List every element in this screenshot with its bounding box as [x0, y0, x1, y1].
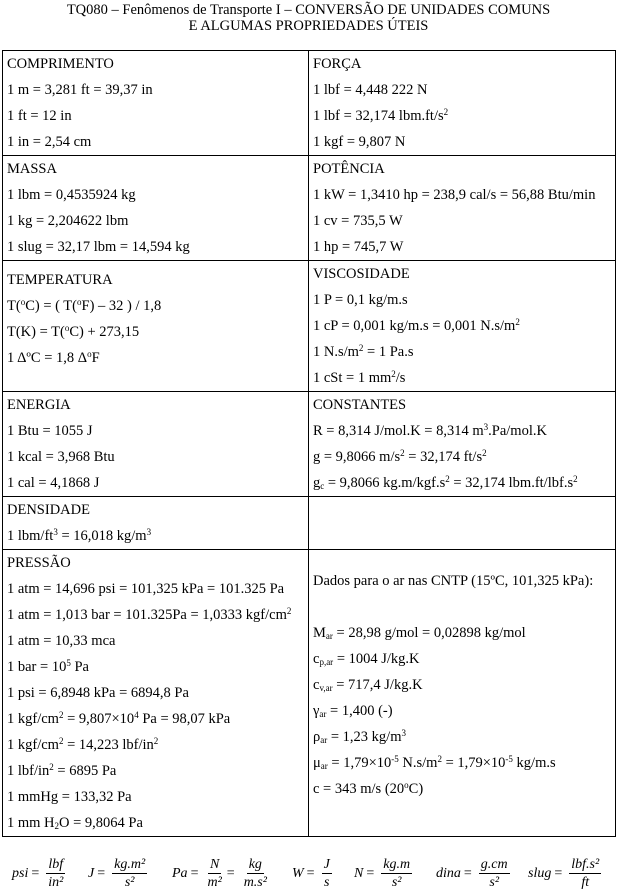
formula-newton: N = $\frac{kg.m}{\text{s²}}$ — [354, 857, 411, 890]
constant-line: $g_c = 9,8066$ $kg.m/kgf.s^2 = 32,174$ $lbm.ft/lbf.s^2$ — [313, 474, 578, 491]
conversion-line: 1 lbm = 0,4535924 kg — [7, 187, 136, 203]
air-property-line: $\mu_{ar} = 1,79\times 10^{-5}$ $N.s/m^2 = 1,79\times 10^{-5}$ kg/m.s — [313, 754, 556, 771]
conversion-line: T($^o$C) = ( T($^o$F) – 32 ) / 1,8 — [7, 297, 162, 314]
section-comprimento — [3, 51, 309, 156]
conversion-line: 1 cP = 0,001 kg/m.s = 0,001 $N.s/m^2$ — [313, 317, 520, 334]
air-property-line: c = 343 m/s (20$^o$C) — [313, 780, 424, 797]
conversion-line: 1 $N.s/m^2 = 1$ Pa.s — [313, 343, 414, 360]
conversion-line: 1 kW = 1,3410 hp = 238,9 cal/s = 56,88 Btu/min — [313, 187, 596, 203]
conversion-line: 1 in = 2,54 cm — [7, 134, 92, 150]
conversion-line: 1 m = 3,281 ft = 39,37 in — [7, 82, 153, 98]
air-property-line: $M_{ar} = 28,98$ g/mol = 0,02898 kg/mol — [313, 625, 526, 641]
section-massa — [3, 156, 309, 261]
spacer-line — [313, 594, 615, 620]
row-pressao-ar — [3, 550, 616, 837]
section-header: ENERGIA — [7, 397, 71, 413]
section-energia — [3, 392, 309, 497]
row-comprimento-forca — [3, 51, 616, 156]
section-header: TEMPERATURA — [7, 272, 113, 288]
air-property-line: $\rho_{ar} = 1,23$ $kg/m^3$ — [313, 728, 406, 745]
empty-cell — [309, 497, 616, 550]
document-title — [0, 0, 617, 34]
conversion-line: 1 atm = 14,696 psi = 101,325 kPa = 101.325 Pa — [7, 581, 285, 597]
row-densidade — [3, 497, 616, 550]
section-potencia — [309, 156, 616, 261]
section-header: PRESSÃO — [7, 555, 71, 571]
formula-watt: W = $\frac{J}{s}$ — [292, 857, 330, 890]
conversion-line: 1 cal = 4,1868 J — [7, 475, 100, 491]
section-header: MASSA — [7, 161, 57, 177]
constant-line: R = 8,314 J/mol.K = 8,314 $m^3.Pa/mol.K$ — [313, 422, 547, 439]
conversion-table — [2, 50, 616, 837]
unit-definitions — [2, 846, 615, 894]
formula-slug: slug = $\frac{\text{lbf.s²}}{ft}$ — [528, 857, 600, 890]
conversion-line: 1 psi = 6,8948 kPa = 6894,8 Pa — [7, 685, 189, 701]
air-property-line: $\gamma_{ar} = 1,400$ (-) — [313, 703, 393, 719]
air-property-line: $c_{v,ar} = 717,4$ J/kg.K — [313, 677, 423, 693]
row-massa-potencia — [3, 156, 616, 261]
air-property-line: $c_{p,ar} = 1004$ J/kg.K — [313, 651, 420, 667]
section-pressao — [3, 550, 309, 837]
title-line-2: E ALGUMAS PROPRIEDADES ÚTEIS — [188, 18, 429, 34]
conversion-line: 1 kgf/$cm^2 = 9,807\times 10^4$ Pa = 98,07 kPa — [7, 710, 231, 727]
conversion-line: 1 lbm/$ft^3 = 16,018$ $kg/m^3$ — [7, 527, 152, 544]
conversion-line: 1 cv = 735,5 W — [313, 213, 403, 229]
section-forca — [309, 51, 616, 156]
section-header: DENSIDADE — [7, 502, 90, 518]
section-header: CONSTANTES — [313, 397, 407, 413]
title-line-1: TQ080 – Fenômenos de Transporte I – CONVERSÃO DE UNIDADES COMUNS — [66, 2, 551, 18]
conversion-line: 1 atm = 1,013 bar = 101.325Pa = 1,0333 kgf/$cm^2$ — [7, 606, 292, 623]
section-header: VISCOSIDADE — [313, 266, 410, 282]
section-header: POTÊNCIA — [313, 161, 385, 177]
conversion-line: 1 Btu = 1055 J — [7, 423, 93, 439]
conversion-line: 1 mm $H_2O = 9,8064$ Pa — [7, 815, 143, 831]
section-header: COMPRIMENTO — [7, 56, 114, 72]
conversion-line: 1 hp = 745,7 W — [313, 239, 404, 255]
conversion-line: T(K) = T($^o$C) + 273,15 — [7, 323, 140, 340]
conversion-line: 1 atm = 10,33 mca — [7, 633, 116, 649]
conversion-line: 1 lbf = 4,448 222 N — [313, 82, 428, 98]
formula-psi: psi = $\frac{\text{lbf}}{\text{in²}}$ — [12, 857, 64, 890]
section-constantes — [309, 392, 616, 497]
conversion-line: 1 lbf = 32,174 $lbm.ft/s^2$ — [313, 107, 449, 124]
conversion-line: 1 kgf = 9,807 N — [313, 134, 406, 150]
formula-dina: dina = $\frac{g.cm}{\text{s²}}$ — [436, 857, 508, 890]
conversion-line: 1 cSt = 1 $mm^2/s$ — [313, 369, 406, 386]
section-temperatura — [3, 261, 309, 392]
conversion-line: 1 ft = 12 in — [7, 108, 72, 124]
section-ar-cntp — [309, 550, 616, 837]
conversion-line: 1 slug = 32,17 lbm = 14,594 kg — [7, 239, 190, 255]
conversion-line: 1 lbf/$in^2 = 6895$ Pa — [7, 762, 117, 779]
section-header: FORÇA — [313, 56, 362, 72]
air-data-intro: Dados para o ar nas CNTP (15ºC, 101,325 kPa): — [313, 573, 594, 589]
conversion-line: 1 kgf/$cm^2 = 14,223$ lbf/$in^2$ — [7, 736, 159, 753]
section-viscosidade — [309, 261, 616, 392]
formula-joule: J = $\frac{\text{kg.m²}}{\text{s²}}$ — [88, 857, 146, 890]
row-energia-constantes — [3, 392, 616, 497]
constant-line: g = 9,8066 $m/s^2 = 32,174$ $ft/s^2$ — [313, 448, 487, 465]
conversion-line: 1 kg = 2,204622 lbm — [7, 213, 129, 229]
conversion-line: 1 P = 0,1 kg/m.s — [313, 292, 408, 308]
row-temperatura-viscosidade — [3, 261, 616, 392]
formula-pascal: Pa = $\frac{N}{\text{m²}}$ = $\frac{kg}{\text{m.s²}}$ — [172, 857, 267, 890]
conversion-line: 1 bar = $10^5$ Pa — [7, 658, 89, 675]
section-densidade — [3, 497, 309, 550]
conversion-line: 1 mmHg = 133,32 Pa — [7, 789, 132, 805]
conversion-line: 1 kcal = 3,968 Btu — [7, 449, 115, 465]
conversion-line: 1 ΔºC = 1,8 $\Delta^oF$ — [7, 349, 100, 366]
